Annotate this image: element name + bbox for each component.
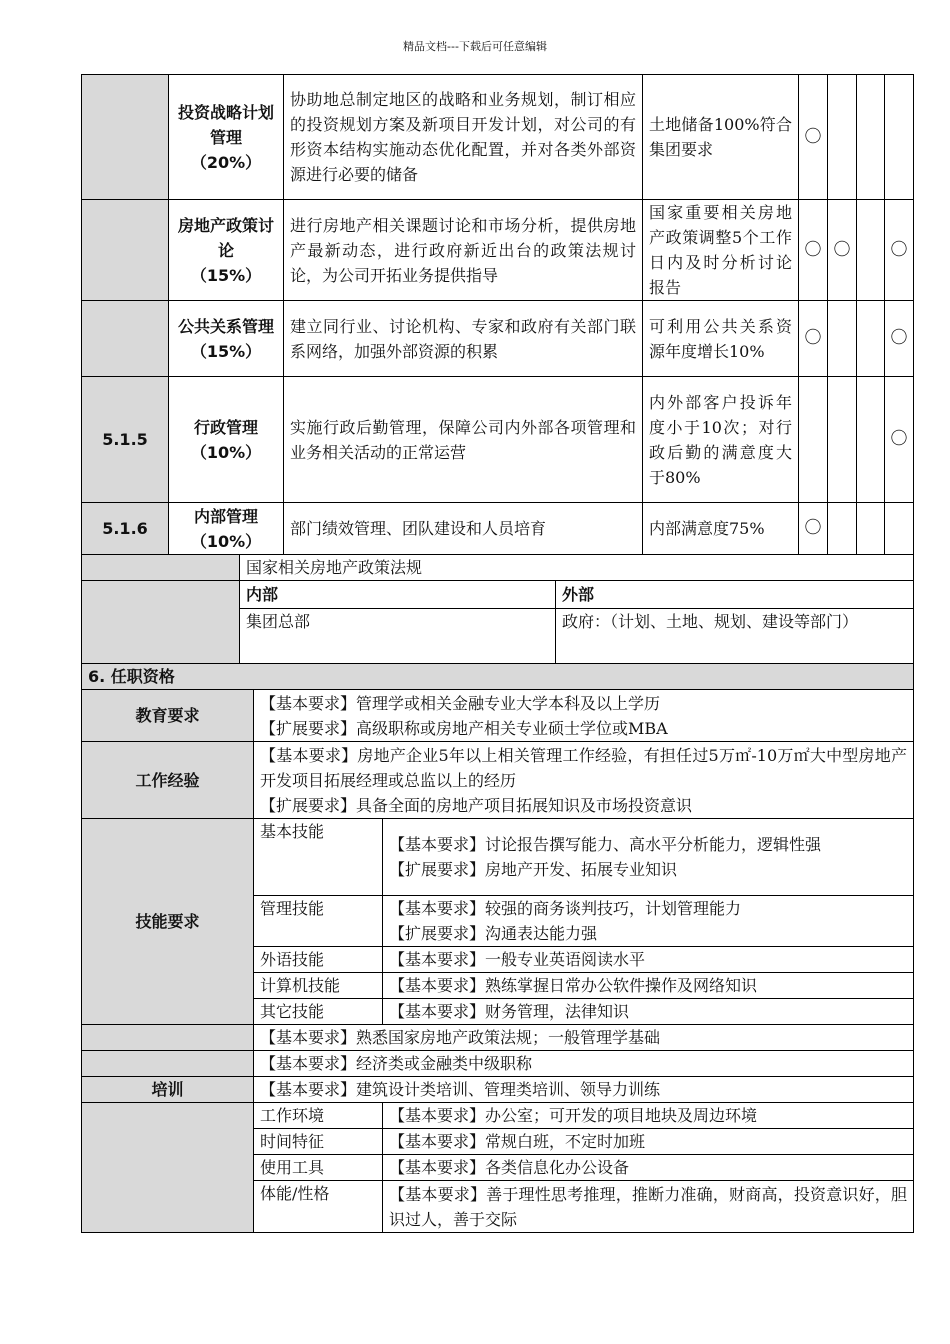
duty-row: [82, 200, 914, 301]
duty-mark: [885, 75, 914, 200]
duty-mark: [857, 301, 885, 377]
skill-name: 计算机技能: [254, 973, 383, 999]
duty-mark: [828, 75, 857, 200]
duty-mark: [857, 75, 885, 200]
duties-table: [81, 74, 914, 555]
duty-kpi: 可利用公共关系资源年度增长10%: [643, 301, 799, 377]
row-label: [82, 1103, 254, 1233]
condition-value: 【基本要求】善于理性思考推理，推断力准确，财商高，投资意识好，胆识过人，善于交际: [383, 1181, 914, 1233]
duty-kpi: 内部满意度75%: [643, 503, 799, 555]
duty-mark: [828, 503, 857, 555]
duty-description: 建立同行业、讨论机构、专家和政府有关部门联系网络，加强外部资源的积累: [284, 301, 643, 377]
duty-mark: [828, 301, 857, 377]
duty-description: 部门绩效管理、团队建设和人员培育: [284, 503, 643, 555]
duty-mark: 〇: [885, 200, 914, 301]
duty-row: [82, 75, 914, 200]
training-label: 培训: [82, 1077, 254, 1103]
duty-name: 内部管理 （10%）: [169, 503, 284, 555]
relations-table: [81, 554, 914, 666]
duty-name: 公共关系管理 （15%）: [169, 301, 284, 377]
duty-code: 5.1.6: [82, 503, 169, 555]
duty-mark: 〇: [885, 301, 914, 377]
duty-code: [82, 75, 169, 200]
external-label: 外部: [556, 581, 914, 609]
duty-row: [82, 301, 914, 377]
duty-mark: 〇: [885, 377, 914, 503]
skill-name: 其它技能: [254, 999, 383, 1025]
duty-kpi: 土地储备100%符合集团要求: [643, 75, 799, 200]
duty-mark: [799, 377, 828, 503]
skill-value: 【基本要求】财务管理，法律知识: [383, 999, 914, 1025]
duty-mark: 〇: [799, 75, 828, 200]
training-value: 【基本要求】建筑设计类培训、管理类培训、领导力训练: [254, 1077, 914, 1103]
condition-value: 【基本要求】常规白班，不定时加班: [383, 1129, 914, 1155]
duty-name: 投资战略计划管理 （20%）: [169, 75, 284, 200]
education-label: 教育要求: [82, 690, 254, 742]
duty-mark: [828, 377, 857, 503]
skills-label: 技能要求: [82, 819, 254, 1025]
section-title: 6. 任职资格: [82, 664, 914, 690]
duty-code: 5.1.5: [82, 377, 169, 503]
duty-mark: [885, 503, 914, 555]
experience-value: 【基本要求】房地产企业5年以上相关管理工作经验，有担任过5万㎡-10万㎡大中型房地产开发项目拓展经理或总监以上的经历 【扩展要求】具备全面的房地产项目拓展知识及市场投资意识: [254, 742, 914, 819]
row-label: [82, 581, 240, 666]
duty-description: 实施行政后勤管理，保障公司内外部各项管理和业务相关活动的正常运营: [284, 377, 643, 503]
duty-description: 进行房地产相关课题讨论和市场分析，提供房地产最新动态，进行政府新近出台的政策法规讨论，为公司开拓业务提供指导: [284, 200, 643, 301]
duty-kpi: 内外部客户投诉年度小于10次；对行政后勤的满意度大于80%: [643, 377, 799, 503]
duty-code: [82, 200, 169, 301]
duty-name: 行政管理 （10%）: [169, 377, 284, 503]
regulations-text: 国家相关房地产政策法规: [240, 555, 914, 581]
row-label: [82, 1051, 254, 1077]
condition-name: 时间特征: [254, 1129, 383, 1155]
education-value: 【基本要求】管理学或相关金融专业大学本科及以上学历 【扩展要求】高级职称或房地产相关专业硕士学位或MBA: [254, 690, 914, 742]
page-header: 精品文档---下载后可任意编辑: [403, 40, 547, 53]
external-value: 政府：（计划、土地、规划、建设等部门）: [556, 609, 914, 666]
qualifications-table: [81, 663, 914, 1233]
condition-value: 【基本要求】办公室；可开发的项目地块及周边环境: [383, 1103, 914, 1129]
title-requirement-value: 【基本要求】经济类或金融类中级职称: [254, 1051, 914, 1077]
duty-mark: [857, 503, 885, 555]
knowledge-value: 【基本要求】熟悉国家房地产政策法规；一般管理学基础: [254, 1025, 914, 1051]
skill-value: 【基本要求】熟练掌握日常办公软件操作及网络知识: [383, 973, 914, 999]
duty-kpi: 国家重要相关房地产政策调整5个工作日内及时分析讨论报告: [643, 200, 799, 301]
experience-label: 工作经验: [82, 742, 254, 819]
row-label: [82, 555, 240, 581]
duty-row: [82, 503, 914, 555]
row-label: [82, 1025, 254, 1051]
internal-label: 内部: [240, 581, 556, 609]
duty-mark: [857, 200, 885, 301]
skill-value: 【基本要求】一般专业英语阅读水平: [383, 947, 914, 973]
duty-name: 房地产政策讨论 （15%）: [169, 200, 284, 301]
skill-value: 【基本要求】较强的商务谈判技巧，计划管理能力 【扩展要求】沟通表达能力强: [383, 896, 914, 947]
duty-mark: 〇: [799, 200, 828, 301]
skill-name: 管理技能: [254, 896, 383, 947]
skill-name: 基本技能: [254, 819, 383, 896]
duty-row: [82, 377, 914, 503]
condition-name: 工作环境: [254, 1103, 383, 1129]
skill-name: 外语技能: [254, 947, 383, 973]
duty-code: [82, 301, 169, 377]
condition-name: 体能/性格: [254, 1181, 383, 1233]
duty-description: 协助地总制定地区的战略和业务规划，制订相应的投资规划方案及新项目开发计划，对公司的有形资本结构实施动态优化配置，并对各类外部资源进行必要的储备: [284, 75, 643, 200]
duty-mark: 〇: [799, 301, 828, 377]
duty-mark: 〇: [799, 503, 828, 555]
duty-mark: 〇: [828, 200, 857, 301]
condition-value: 【基本要求】各类信息化办公设备: [383, 1155, 914, 1181]
condition-name: 使用工具: [254, 1155, 383, 1181]
internal-value: 集团总部: [240, 609, 556, 666]
duty-mark: [857, 377, 885, 503]
skill-value: 【基本要求】讨论报告撰写能力、高水平分析能力，逻辑性强 【扩展要求】房地产开发、拓展专业知识: [383, 819, 914, 896]
